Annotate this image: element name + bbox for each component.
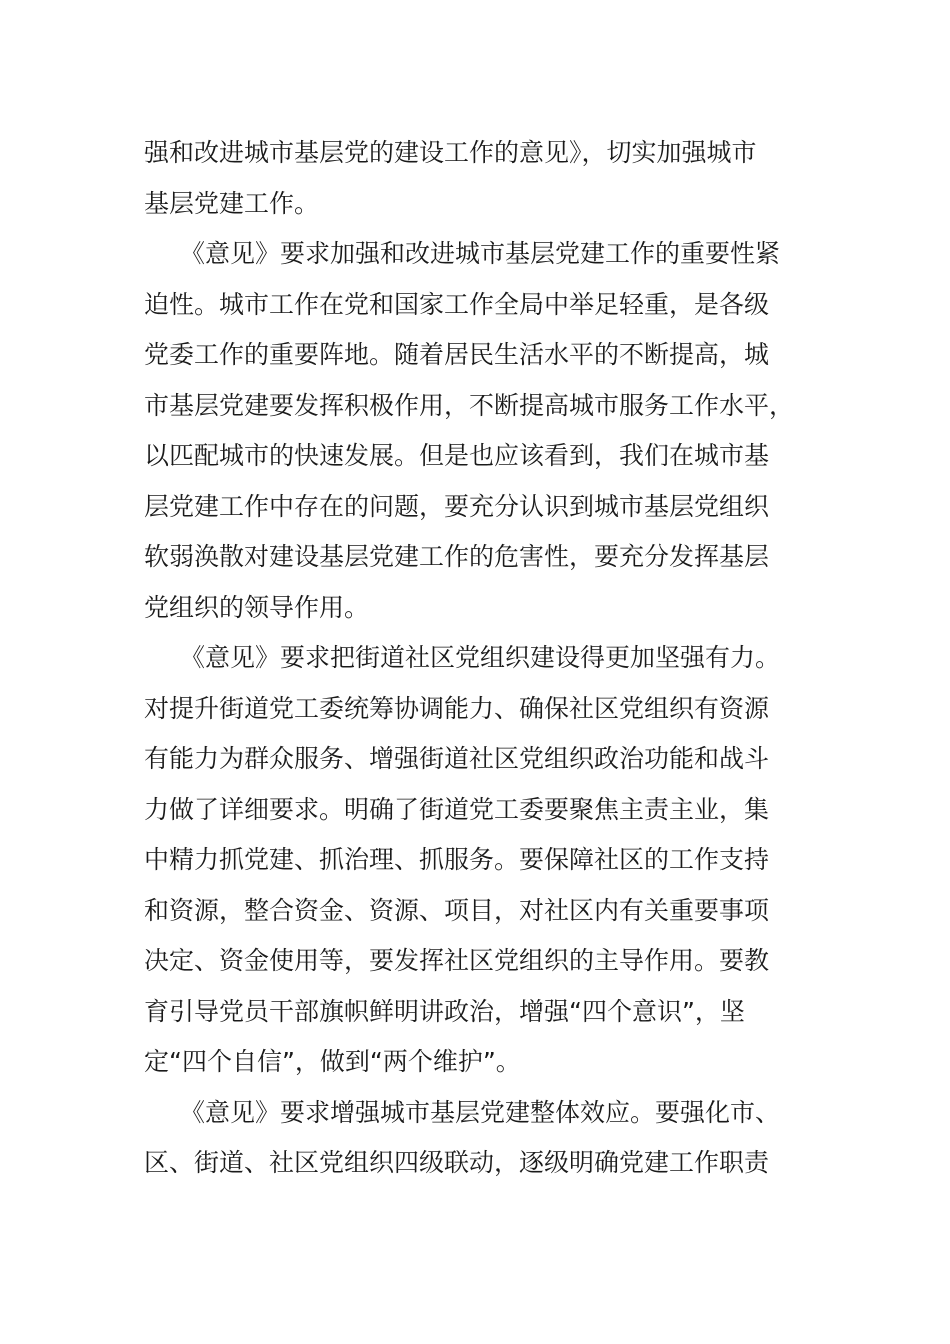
text-line: 以匹配城市的快速发展。但是也应该看到，我们在城市基 <box>144 441 770 470</box>
text-line: 中精力抓党建、抓治理、抓服务。要保障社区的工作支持 <box>144 845 770 874</box>
paragraph-2 <box>144 229 804 633</box>
text-line: 《意见》要求加强和改进城市基层党建工作的重要性紧 <box>180 239 781 268</box>
paragraph-4 <box>144 1088 804 1189</box>
text-line: 党组织的领导作用。 <box>144 592 370 622</box>
text-line: 强和改进城市基层党的建设工作的意见》，切实加强城市 <box>144 138 757 167</box>
text-line: 市基层党建要发挥积极作用，不断提高城市服务工作水平， <box>144 390 795 420</box>
text-line: 决定、资金使用等，要发挥社区党组织的主导作用。要教 <box>144 946 770 975</box>
text-line: 《意见》要求增强城市基层党建整体效应。要强化市、 <box>180 1097 781 1127</box>
text-line: 基层党建工作。 <box>144 188 320 218</box>
text-line: 党委工作的重要阵地。随着居民生活水平的不断提高，城 <box>144 340 770 369</box>
document-body <box>144 128 804 1189</box>
text-line: 力做了详细要求。明确了街道党工委要聚焦主责主业，集 <box>144 794 770 824</box>
text-line: 软弱涣散对建设基层党建工作的危害性，要充分发挥基层 <box>144 542 770 571</box>
text-line: 层党建工作中存在的问题，要充分认识到城市基层党组织 <box>144 491 770 521</box>
paragraph-1 <box>144 128 804 229</box>
text-line: 区、街道、社区党组织四级联动，逐级明确党建工作职责 <box>144 1148 770 1177</box>
text-line: 育引导党员干部旗帜鲜明讲政治，增强“四个意识”，坚 <box>144 996 745 1026</box>
text-line: 迫性。城市工作在党和国家工作全局中举足轻重，是各级 <box>144 289 770 319</box>
text-line: 有能力为群众服务、增强街道社区党组织政治功能和战斗 <box>144 744 770 773</box>
text-line: 《意见》要求把街道社区党组织建设得更加坚强有力。 <box>180 643 781 672</box>
text-line: 定“四个自信”，做到“两个维护”。 <box>144 1047 521 1076</box>
paragraph-3 <box>144 633 804 1088</box>
text-line: 和资源，整合资金、资源、项目，对社区内有关重要事项 <box>144 895 770 925</box>
text-line: 对提升街道党工委统筹协调能力、确保社区党组织有资源 <box>144 693 770 723</box>
